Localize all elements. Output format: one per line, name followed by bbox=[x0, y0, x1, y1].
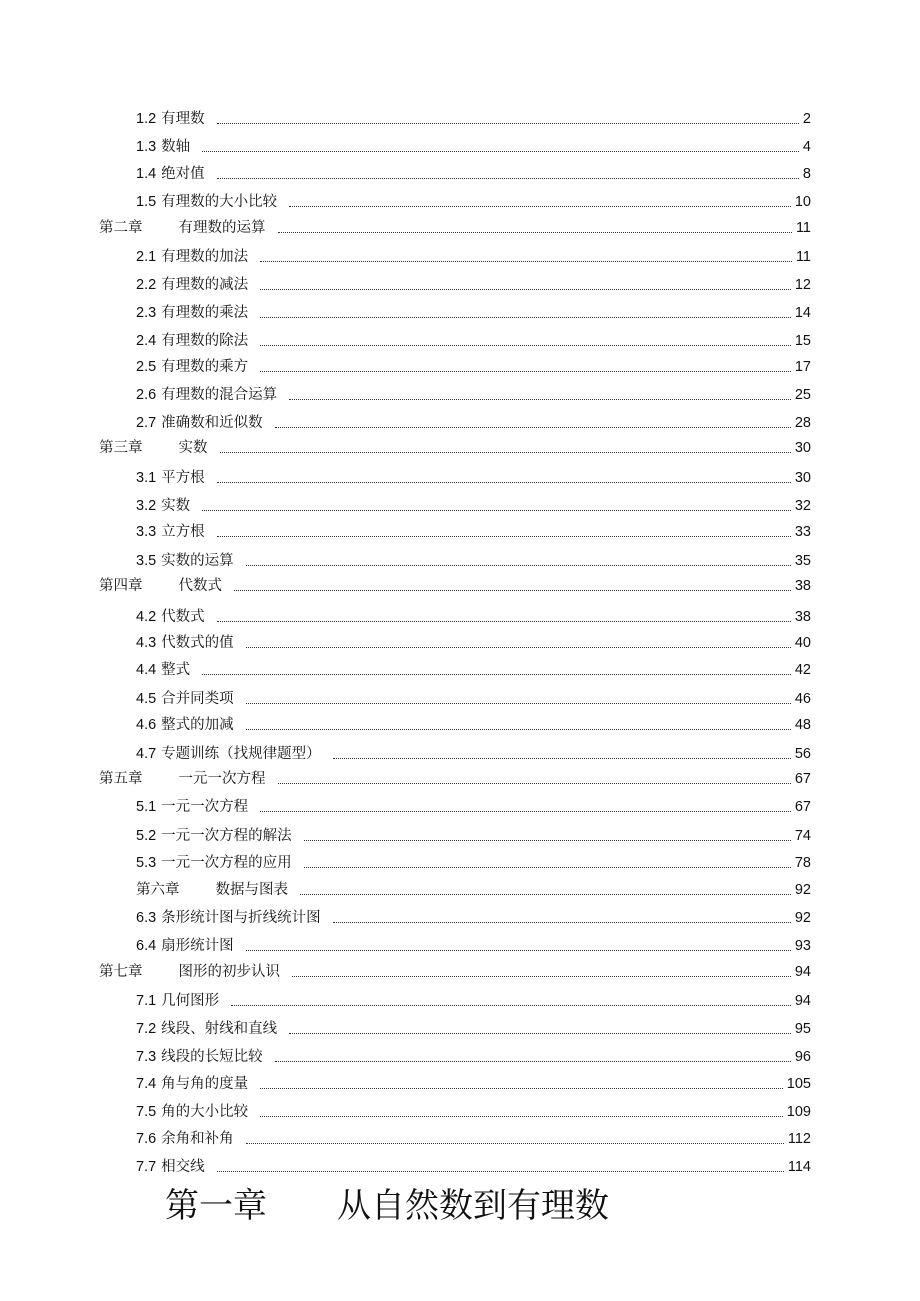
toc-section-number: 4.7 bbox=[136, 746, 157, 762]
toc-section-row[interactable] bbox=[136, 850, 811, 872]
toc-section-row[interactable] bbox=[136, 1099, 811, 1121]
toc-dot-leader bbox=[260, 371, 791, 372]
toc-section-row[interactable] bbox=[136, 465, 811, 487]
toc-dot-leader bbox=[246, 565, 791, 566]
toc-dot-leader bbox=[217, 123, 799, 124]
toc-chapter-row[interactable] bbox=[99, 959, 811, 981]
toc-page-number: 33 bbox=[794, 524, 811, 540]
toc-entry-title: 数轴 bbox=[161, 139, 191, 155]
toc-section-row[interactable] bbox=[136, 905, 811, 927]
toc-section-row[interactable] bbox=[136, 328, 811, 350]
toc-section-number: 2.1 bbox=[136, 249, 157, 265]
toc-dot-leader bbox=[333, 758, 791, 759]
toc-page-number: 15 bbox=[794, 333, 811, 349]
toc-section-number: 4.4 bbox=[136, 662, 157, 678]
toc-page-number: 38 bbox=[794, 578, 811, 594]
toc-chapter-row[interactable] bbox=[99, 766, 811, 788]
toc-entry-title: 有理数的加法 bbox=[161, 249, 249, 265]
toc-section-row[interactable] bbox=[136, 382, 811, 404]
toc-page-number: 96 bbox=[794, 1049, 811, 1065]
toc-section-number: 1.2 bbox=[136, 111, 157, 127]
toc-dot-leader bbox=[217, 621, 791, 622]
toc-entry-title: 有理数的大小比较 bbox=[161, 194, 278, 210]
toc-page-number: 95 bbox=[794, 1021, 811, 1037]
toc-entry-title: 有理数的减法 bbox=[161, 277, 249, 293]
toc-dot-leader bbox=[246, 1143, 784, 1144]
toc-section-row[interactable] bbox=[136, 106, 811, 128]
toc-section-number: 7.1 bbox=[136, 993, 157, 1009]
toc-entry-title: 代数式 bbox=[178, 578, 222, 594]
toc-section-row[interactable] bbox=[136, 1044, 811, 1066]
toc-page-number: 17 bbox=[794, 359, 811, 375]
toc-section-number: 4.6 bbox=[136, 717, 157, 733]
toc-entry-title: 有理数的乘法 bbox=[161, 305, 249, 321]
toc-section-row[interactable] bbox=[136, 410, 811, 432]
toc-section-number: 7.2 bbox=[136, 1021, 157, 1037]
toc-section-number: 3.5 bbox=[136, 553, 157, 569]
toc-dot-leader bbox=[260, 1116, 783, 1117]
toc-dot-leader bbox=[217, 178, 799, 179]
toc-page-number: 12 bbox=[794, 277, 811, 293]
toc-entry-title: 条形统计图与折线统计图 bbox=[161, 910, 321, 926]
toc-page-number: 114 bbox=[787, 1159, 811, 1175]
toc-dot-leader bbox=[246, 950, 791, 951]
toc-entry-title: 合并同类项 bbox=[161, 691, 234, 707]
toc-section-row[interactable] bbox=[136, 189, 811, 211]
toc-section-number: 7.3 bbox=[136, 1049, 157, 1065]
chapter-heading-title: 从自然数到有理数 bbox=[337, 1186, 609, 1226]
toc-dot-leader bbox=[260, 317, 791, 318]
toc-page-number: 30 bbox=[794, 440, 811, 456]
toc-section-row[interactable] bbox=[136, 272, 811, 294]
toc-entry-title: 实数 bbox=[161, 498, 191, 514]
toc-entry-title: 数据与图表 bbox=[215, 882, 288, 898]
toc-page-number: 112 bbox=[787, 1131, 811, 1147]
toc-section-number: 2.5 bbox=[136, 359, 157, 375]
toc-section-row[interactable] bbox=[136, 741, 811, 763]
toc-dot-leader bbox=[260, 1088, 783, 1089]
toc-entry-title: 有理数的除法 bbox=[161, 333, 249, 349]
toc-section-row[interactable] bbox=[136, 354, 811, 376]
toc-section-row[interactable] bbox=[136, 988, 811, 1010]
toc-entry-title: 余角和补角 bbox=[161, 1131, 234, 1147]
toc-section-number: 1.5 bbox=[136, 194, 157, 210]
toc-entry-title: 一元一次方程的应用 bbox=[161, 855, 292, 871]
toc-page-number: 11 bbox=[795, 249, 811, 265]
toc-dot-leader bbox=[260, 289, 791, 290]
toc-dot-leader bbox=[260, 261, 792, 262]
toc-section-number: 3.2 bbox=[136, 498, 157, 514]
toc-section-number: 5.2 bbox=[136, 828, 157, 844]
toc-entry-title: 专题训练（找规律题型） bbox=[161, 746, 321, 762]
toc-page-number: 28 bbox=[794, 415, 811, 431]
toc-page-number: 78 bbox=[794, 855, 811, 871]
toc-dot-leader bbox=[217, 536, 791, 537]
toc-entry-title: 整式 bbox=[161, 662, 191, 678]
toc-entry-title: 绝对值 bbox=[161, 166, 205, 182]
toc-dot-leader bbox=[246, 647, 791, 648]
toc-page-number: 30 bbox=[794, 470, 811, 486]
toc-entry-title: 有理数的混合运算 bbox=[161, 387, 278, 403]
toc-section-number: 5.3 bbox=[136, 855, 157, 871]
toc-section-number: 5.1 bbox=[136, 799, 157, 815]
toc-section-row[interactable] bbox=[136, 134, 811, 156]
toc-entry-title: 一元一次方程 bbox=[178, 771, 266, 787]
toc-dot-leader bbox=[278, 232, 792, 233]
toc-section-number: 3.3 bbox=[136, 524, 157, 540]
toc-page-number: 14 bbox=[794, 305, 811, 321]
toc-section-number: 4.3 bbox=[136, 635, 157, 651]
toc-entry-title: 准确数和近似数 bbox=[161, 415, 263, 431]
toc-entry-title: 代数式 bbox=[161, 609, 205, 625]
toc-entry-title: 整式的加减 bbox=[161, 717, 234, 733]
toc-chapter-row[interactable] bbox=[136, 877, 811, 899]
toc-entry-title: 扇形统计图 bbox=[161, 938, 234, 954]
toc-section-number: 4.5 bbox=[136, 691, 157, 707]
toc-entry-title: 实数 bbox=[178, 440, 208, 456]
toc-entry-title: 一元一次方程的解法 bbox=[161, 828, 292, 844]
toc-entry-title: 实数的运算 bbox=[161, 553, 234, 569]
toc-dot-leader bbox=[300, 894, 791, 895]
toc-section-number: 6.3 bbox=[136, 910, 157, 926]
toc-page-number: 67 bbox=[794, 799, 811, 815]
toc-page-number: 38 bbox=[794, 609, 811, 625]
toc-section-number: 2.3 bbox=[136, 305, 157, 321]
toc-section-number: 4.2 bbox=[136, 609, 157, 625]
toc-chapter-label: 第六章 bbox=[136, 882, 180, 898]
toc-chapter-label: 第二章 bbox=[99, 220, 143, 236]
toc-page-number: 94 bbox=[794, 993, 811, 1009]
toc-section-number: 2.7 bbox=[136, 415, 157, 431]
toc-dot-leader bbox=[260, 811, 791, 812]
toc-page-number: 25 bbox=[794, 387, 811, 403]
toc-section-number: 1.3 bbox=[136, 139, 157, 155]
toc-entry-title: 角的大小比较 bbox=[161, 1104, 249, 1120]
toc-entry-title: 图形的初步认识 bbox=[178, 964, 280, 980]
toc-page-number: 10 bbox=[794, 194, 811, 210]
toc-page-number: 42 bbox=[794, 662, 811, 678]
toc-entry-title: 代数式的值 bbox=[161, 635, 234, 651]
toc-section-row[interactable] bbox=[136, 604, 811, 626]
toc-dot-leader bbox=[275, 1061, 791, 1062]
toc-section-number: 7.5 bbox=[136, 1104, 157, 1120]
toc-chapter-label: 第三章 bbox=[99, 440, 143, 456]
toc-page-number: 46 bbox=[794, 691, 811, 707]
toc-entry-title: 相交线 bbox=[161, 1159, 205, 1175]
toc-page-number: 8 bbox=[802, 166, 811, 182]
toc-chapter-row[interactable] bbox=[99, 215, 811, 237]
toc-entry-title: 线段的长短比较 bbox=[161, 1049, 263, 1065]
toc-page-number: 4 bbox=[802, 139, 811, 155]
toc-entry-title: 一元一次方程 bbox=[161, 799, 249, 815]
toc-section-row[interactable] bbox=[136, 1071, 811, 1093]
toc-page-number: 35 bbox=[794, 553, 811, 569]
toc-dot-leader bbox=[246, 729, 791, 730]
toc-dot-leader bbox=[278, 783, 791, 784]
chapter-heading bbox=[165, 1184, 609, 1228]
toc-section-row[interactable] bbox=[136, 493, 811, 515]
toc-entry-title: 线段、射线和直线 bbox=[161, 1021, 278, 1037]
toc-section-row[interactable] bbox=[136, 161, 811, 183]
toc-dot-leader bbox=[217, 482, 791, 483]
toc-section-row[interactable] bbox=[136, 244, 811, 266]
toc-section-row[interactable] bbox=[136, 548, 811, 570]
toc-section-number: 7.7 bbox=[136, 1159, 157, 1175]
toc-chapter-label: 第四章 bbox=[99, 578, 143, 594]
toc-page-number: 74 bbox=[794, 828, 811, 844]
toc-page-number: 93 bbox=[794, 938, 811, 954]
toc-dot-leader bbox=[234, 590, 791, 591]
toc-section-row[interactable] bbox=[136, 933, 811, 955]
toc-page-number: 92 bbox=[794, 910, 811, 926]
toc-chapter-row[interactable] bbox=[99, 435, 811, 457]
toc-section-number: 2.2 bbox=[136, 277, 157, 293]
toc-section-number: 2.4 bbox=[136, 333, 157, 349]
toc-dot-leader bbox=[304, 867, 791, 868]
toc-dot-leader bbox=[202, 674, 791, 675]
toc-section-number: 7.6 bbox=[136, 1131, 157, 1147]
toc-section-row[interactable] bbox=[136, 1016, 811, 1038]
toc-page-number: 2 bbox=[802, 111, 811, 127]
toc-section-number: 1.4 bbox=[136, 166, 157, 182]
toc-entry-title: 立方根 bbox=[161, 524, 205, 540]
toc-dot-leader bbox=[333, 922, 791, 923]
toc-section-row[interactable] bbox=[136, 519, 811, 541]
toc-section-number: 2.6 bbox=[136, 387, 157, 403]
toc-dot-leader bbox=[289, 399, 791, 400]
toc-dot-leader bbox=[217, 1171, 784, 1172]
toc-dot-leader bbox=[304, 840, 791, 841]
toc-page-number: 32 bbox=[794, 498, 811, 514]
toc-chapter-row[interactable] bbox=[99, 573, 811, 595]
toc-dot-leader bbox=[220, 452, 791, 453]
toc-entry-title: 有理数的乘方 bbox=[161, 359, 249, 375]
toc-section-row[interactable] bbox=[136, 823, 811, 845]
toc-section-number: 7.4 bbox=[136, 1076, 157, 1092]
chapter-heading-label: 第一章 bbox=[165, 1186, 267, 1226]
toc-dot-leader bbox=[275, 427, 791, 428]
toc-dot-leader bbox=[246, 703, 791, 704]
toc-page-number: 11 bbox=[795, 220, 811, 236]
toc-section-row[interactable] bbox=[136, 1154, 811, 1176]
toc-section-number: 3.1 bbox=[136, 470, 157, 486]
toc-chapter-label: 第五章 bbox=[99, 771, 143, 787]
toc-dot-leader bbox=[289, 206, 791, 207]
toc-chapter-label: 第七章 bbox=[99, 964, 143, 980]
toc-page-number: 48 bbox=[794, 717, 811, 733]
toc-dot-leader bbox=[260, 345, 791, 346]
toc-section-row[interactable] bbox=[136, 657, 811, 679]
toc-section-row[interactable] bbox=[136, 1126, 811, 1148]
toc-dot-leader bbox=[231, 1005, 791, 1006]
toc-page-number: 105 bbox=[786, 1076, 811, 1092]
toc-section-row[interactable] bbox=[136, 300, 811, 322]
toc-page-number: 94 bbox=[794, 964, 811, 980]
toc-dot-leader bbox=[202, 151, 799, 152]
toc-section-number: 6.4 bbox=[136, 938, 157, 954]
toc-dot-leader bbox=[289, 1033, 791, 1034]
toc-dot-leader bbox=[292, 976, 791, 977]
toc-section-row[interactable] bbox=[136, 686, 811, 708]
toc-page-number: 92 bbox=[794, 882, 811, 898]
toc-entry-title: 平方根 bbox=[161, 470, 205, 486]
toc-dot-leader bbox=[202, 510, 791, 511]
toc-entry-title: 有理数 bbox=[161, 111, 205, 127]
toc-page-number: 56 bbox=[794, 746, 811, 762]
toc-section-row[interactable] bbox=[136, 712, 811, 734]
toc-section-row[interactable] bbox=[136, 794, 811, 816]
toc-section-row[interactable] bbox=[136, 630, 811, 652]
toc-entry-title: 有理数的运算 bbox=[178, 220, 266, 236]
toc-entry-title: 角与角的度量 bbox=[161, 1076, 249, 1092]
toc-entry-title: 几何图形 bbox=[161, 993, 220, 1009]
toc-page-number: 109 bbox=[786, 1104, 811, 1120]
toc-page-number: 67 bbox=[794, 771, 811, 787]
toc-page-number: 40 bbox=[794, 635, 811, 651]
